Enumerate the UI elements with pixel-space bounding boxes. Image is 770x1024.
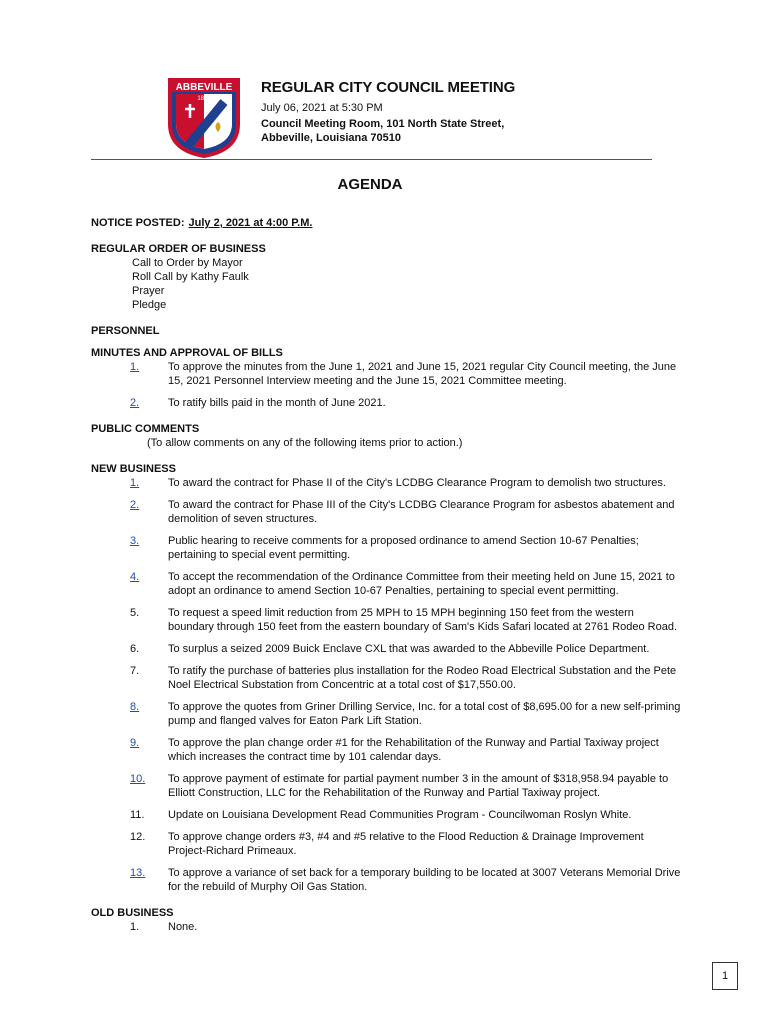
- meeting-location-line2: Abbeville, Louisiana 70510: [261, 132, 402, 144]
- agenda-item: [91, 866, 691, 894]
- item-number-link[interactable]: 1.: [130, 361, 140, 373]
- item-number: 7.: [130, 665, 140, 677]
- item-number-link[interactable]: 2.: [130, 397, 140, 409]
- agenda-item: [91, 830, 691, 858]
- item-text: To approve the plan change order #1 for the Rehabilitation of the Runway and Partial Taxiway project which increases the contract time by 101 calendar days.: [168, 737, 659, 763]
- item-text: To request a speed limit reduction from 25 MPH to 15 MPH beginning 150 feet from the western boundary through 150 feet from the eastern boundary of Sam's Kids Safari located at 2761 Rodeo Road.: [168, 607, 678, 633]
- item-text: To approve a variance of set back for a temporary building to be located at 3007 Veterans Memorial Drive for the rebuild of Murphy Oil Gas Station.: [168, 867, 681, 893]
- regular-order-list: [91, 256, 691, 312]
- agenda-item: [91, 772, 691, 800]
- notice-posted: [91, 216, 691, 230]
- item-number-link[interactable]: 10.: [130, 773, 146, 785]
- agenda-item: [91, 700, 691, 728]
- section-heading-public-comments: PUBLIC COMMENTS: [91, 423, 200, 435]
- section-heading-old-business: OLD BUSINESS: [91, 907, 174, 919]
- notice-date: July 2, 2021 at 4:00 P.M.: [188, 217, 313, 229]
- item-number: 6.: [130, 643, 140, 655]
- city-seal-logo: [166, 76, 242, 158]
- item-text: None.: [168, 921, 198, 933]
- agenda-title: AGENDA: [337, 176, 403, 193]
- agenda-item: [91, 808, 691, 822]
- agenda-item: [91, 642, 691, 656]
- item-number-link[interactable]: 3.: [130, 535, 140, 547]
- page-number: 1: [712, 962, 738, 990]
- item-number: 12.: [130, 831, 146, 843]
- item-text: To award the contract for Phase II of the City's LCDBG Clearance Program to demolish two structures.: [168, 477, 666, 489]
- svg-text:1850: 1850: [197, 96, 211, 102]
- agenda-body: [91, 216, 691, 934]
- new-business-list: [91, 476, 691, 894]
- public-comments-note: (To allow comments on any of the following items prior to action.): [147, 437, 463, 449]
- item-number-link[interactable]: 1.: [130, 477, 140, 489]
- item-text: To ratify bills paid in the month of June 2021.: [168, 397, 386, 409]
- list-item: Pledge: [132, 299, 167, 311]
- section-heading-new-business: NEW BUSINESS: [91, 463, 176, 475]
- item-number: 1.: [130, 921, 140, 933]
- section-heading-minutes: MINUTES AND APPROVAL OF BILLS: [91, 347, 283, 359]
- item-number-link[interactable]: 9.: [130, 737, 140, 749]
- item-number: 11.: [130, 809, 145, 821]
- item-text: To approve change orders #3, #4 and #5 relative to the Flood Reduction & Drainage Improvement Project-Richard Primeaux.: [168, 831, 644, 857]
- agenda-item: [91, 534, 691, 562]
- agenda-item: [91, 606, 691, 634]
- list-item: Roll Call by Kathy Faulk: [132, 271, 249, 283]
- item-text: To ratify the purchase of batteries plus installation for the Rodeo Road Electrical Substation and the Pete Noel Electrical Substation from Concentric at a total cost of $17,550.00.: [168, 665, 677, 691]
- item-text: To approve the quotes from Griner Drilling Service, Inc. for a total cost of $8,695.00 for a new self-priming pump and flanged valves for Eaton Park Lift Station.: [168, 701, 681, 727]
- item-text: To surplus a seized 2009 Buick Enclave CXL that was awarded to the Abbeville Police Department.: [168, 643, 650, 655]
- item-text: Update on Louisiana Development Read Communities Program - Councilwoman Roslyn White.: [168, 809, 632, 821]
- agenda-item: [91, 920, 691, 934]
- agenda-item: [91, 736, 691, 764]
- meeting-title: REGULAR CITY COUNCIL MEETING: [261, 79, 516, 96]
- item-text: To approve payment of estimate for partial payment number 3 in the amount of $318,958.94 payable to Elliott Construction, LLC for the Rehabilitation of the Runway and Partial Taxiway project.: [168, 773, 669, 799]
- item-text: To accept the recommendation of the Ordinance Committee from their meeting held on June 15, 2021 to adopt an ordinance to amend Section 10-67 Penalties, pertaining to special event permitting.: [168, 571, 675, 597]
- list-item: Call to Order by Mayor: [132, 257, 243, 269]
- item-number-link[interactable]: 4.: [130, 571, 140, 583]
- agenda-item: [91, 498, 691, 526]
- svg-text:ABBEVILLE: ABBEVILLE: [175, 82, 233, 93]
- item-number: 5.: [130, 607, 140, 619]
- header-divider: [91, 159, 652, 160]
- meeting-location-line1: Council Meeting Room, 101 North State Street,: [261, 118, 505, 130]
- item-number-link[interactable]: 8.: [130, 701, 140, 713]
- list-item: Prayer: [132, 285, 165, 297]
- agenda-item: [91, 396, 691, 410]
- notice-label: NOTICE POSTED:: [91, 217, 185, 229]
- item-text: Public hearing to receive comments for a proposed ordinance to amend Section 10-67 Penalties; pertaining to special event permitting.: [168, 535, 639, 561]
- agenda-item: [91, 360, 691, 388]
- agenda-item: [91, 570, 691, 598]
- item-number-link[interactable]: 2.: [130, 499, 140, 511]
- item-number-link[interactable]: 13.: [130, 867, 146, 879]
- section-heading-regular-order: REGULAR ORDER OF BUSINESS: [91, 243, 266, 255]
- agenda-item: [91, 664, 691, 692]
- section-heading-personnel: PERSONNEL: [91, 325, 160, 337]
- agenda-item: [91, 476, 691, 490]
- item-text: To approve the minutes from the June 1, 2021 and June 15, 2021 regular City Council meeting, the June 15, 2021 Personnel Interview meeting and the June 15, 2021 Committee meeting.: [168, 361, 677, 387]
- item-text: To award the contract for Phase III of the City's LCDBG Clearance Program for asbestos abatement and demolition of seven structures.: [168, 499, 675, 525]
- meeting-date: July 06, 2021 at 5:30 PM: [261, 102, 383, 114]
- meeting-header: [261, 79, 515, 145]
